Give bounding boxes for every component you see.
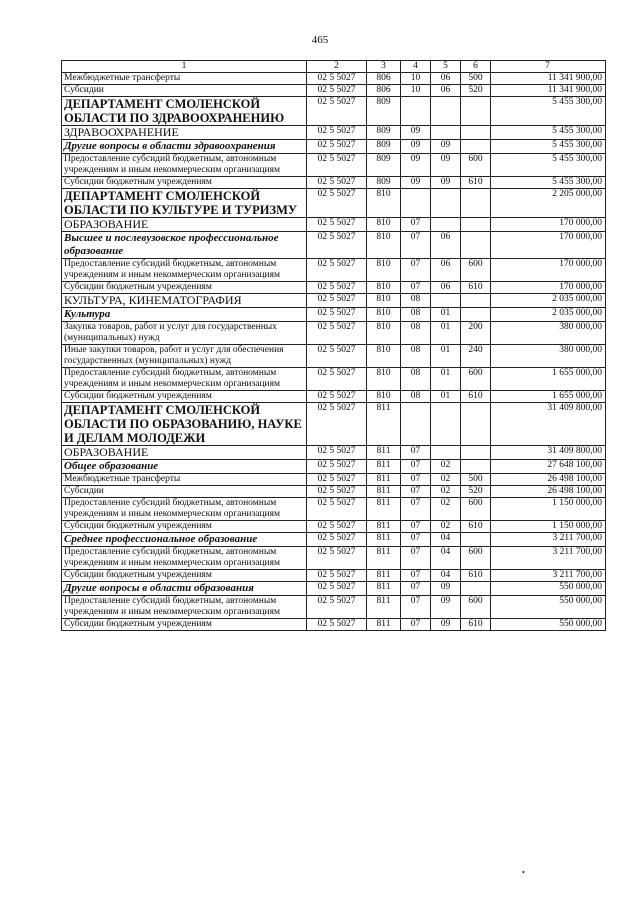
table-header-row — [62, 61, 606, 73]
column-header: 4 — [401, 61, 431, 73]
table-row — [62, 126, 606, 140]
amount: 380 000,00 — [491, 345, 606, 368]
table-row — [62, 486, 606, 498]
subsection-code: 09 — [431, 582, 461, 596]
row-name: Предоставление субсидий бюджетным, автономным учреждениям и иным некоммерческим организациям — [62, 596, 307, 619]
subsection-code: 01 — [431, 308, 461, 322]
table-row — [62, 189, 606, 218]
table-row — [62, 596, 606, 619]
section-code: 09 — [401, 177, 431, 189]
expense-type-code: 610 — [461, 282, 491, 294]
table-row — [62, 498, 606, 521]
subsection-code — [431, 97, 461, 126]
section-code — [401, 403, 431, 446]
amount: 2 035 000,00 — [491, 308, 606, 322]
expense-type-code: 600 — [461, 547, 491, 570]
ministry-code: 811 — [367, 596, 401, 619]
column-header: 7 — [491, 61, 606, 73]
expense-type-code: 610 — [461, 570, 491, 582]
section-code: 07 — [401, 570, 431, 582]
expense-type-code: 500 — [461, 474, 491, 486]
amount: 31 409 800,00 — [491, 403, 606, 446]
expense-type-code — [461, 126, 491, 140]
section-code: 08 — [401, 391, 431, 403]
program-code: 02 5 5027 — [307, 474, 367, 486]
row-name: Общее образование — [62, 460, 307, 474]
section-code: 08 — [401, 368, 431, 391]
subsection-code: 09 — [431, 140, 461, 154]
row-name: ДЕПАРТАМЕНТ СМОЛЕНСКОЙ ОБЛАСТИ ПО ОБРАЗОВАНИЮ, НАУКЕ И ДЕЛАМ МОЛОДЕЖИ — [62, 403, 307, 446]
expense-type-code — [461, 582, 491, 596]
amount: 26 498 100,00 — [491, 486, 606, 498]
program-code: 02 5 5027 — [307, 391, 367, 403]
expense-type-code: 610 — [461, 391, 491, 403]
section-code: 09 — [401, 126, 431, 140]
scan-mark: • — [522, 868, 525, 877]
expense-type-code: 600 — [461, 368, 491, 391]
program-code: 02 5 5027 — [307, 345, 367, 368]
subsection-code: 02 — [431, 521, 461, 533]
program-code: 02 5 5027 — [307, 308, 367, 322]
subsection-code: 01 — [431, 345, 461, 368]
section-code: 07 — [401, 498, 431, 521]
expense-type-code: 610 — [461, 619, 491, 631]
table-row — [62, 73, 606, 85]
program-code: 02 5 5027 — [307, 619, 367, 631]
expense-type-code — [461, 446, 491, 460]
ministry-code: 809 — [367, 154, 401, 177]
table-row — [62, 282, 606, 294]
section-code: 08 — [401, 308, 431, 322]
program-code: 02 5 5027 — [307, 177, 367, 189]
column-header: 3 — [367, 61, 401, 73]
program-code: 02 5 5027 — [307, 126, 367, 140]
section-code: 07 — [401, 474, 431, 486]
table-row — [62, 570, 606, 582]
subsection-code: 09 — [431, 177, 461, 189]
expense-type-code — [461, 189, 491, 218]
ministry-code: 810 — [367, 282, 401, 294]
ministry-code: 809 — [367, 177, 401, 189]
ministry-code: 810 — [367, 391, 401, 403]
amount: 550 000,00 — [491, 596, 606, 619]
table-row — [62, 85, 606, 97]
subsection-code: 04 — [431, 533, 461, 547]
subsection-code — [431, 446, 461, 460]
expense-type-code: 500 — [461, 73, 491, 85]
section-code: 07 — [401, 619, 431, 631]
expense-type-code — [461, 533, 491, 547]
row-name: Субсидии бюджетным учреждениям — [62, 570, 307, 582]
expense-type-code — [461, 403, 491, 446]
table-row — [62, 521, 606, 533]
amount: 5 455 300,00 — [491, 177, 606, 189]
subsection-code: 06 — [431, 259, 461, 282]
row-name: Субсидии бюджетным учреждениям — [62, 177, 307, 189]
row-name: ЗДРАВООХРАНЕНИЕ — [62, 126, 307, 140]
section-code: 07 — [401, 521, 431, 533]
subsection-code: 02 — [431, 486, 461, 498]
row-name: Иные закупки товаров, работ и услуг для обеспечения государственных (муниципальных) нужд — [62, 345, 307, 368]
program-code: 02 5 5027 — [307, 140, 367, 154]
row-name: Предоставление субсидий бюджетным, автономным учреждениям и иным некоммерческим организациям — [62, 154, 307, 177]
table-row — [62, 619, 606, 631]
ministry-code: 806 — [367, 85, 401, 97]
subsection-code: 06 — [431, 73, 461, 85]
subsection-code: 06 — [431, 282, 461, 294]
column-header: 5 — [431, 61, 461, 73]
row-name: Высшее и послевузовское профессиональное образование — [62, 232, 307, 259]
expense-type-code: 520 — [461, 85, 491, 97]
ministry-code: 810 — [367, 218, 401, 232]
ministry-code: 811 — [367, 570, 401, 582]
amount: 3 211 700,00 — [491, 547, 606, 570]
subsection-code — [431, 294, 461, 308]
section-code: 10 — [401, 85, 431, 97]
program-code: 02 5 5027 — [307, 498, 367, 521]
program-code: 02 5 5027 — [307, 368, 367, 391]
table-row — [62, 460, 606, 474]
ministry-code: 810 — [367, 189, 401, 218]
ministry-code: 809 — [367, 126, 401, 140]
ministry-code: 811 — [367, 403, 401, 446]
row-name: ОБРАЗОВАНИЕ — [62, 218, 307, 232]
ministry-code: 811 — [367, 486, 401, 498]
subsection-code: 09 — [431, 154, 461, 177]
program-code: 02 5 5027 — [307, 322, 367, 345]
subsection-code: 01 — [431, 322, 461, 345]
section-code: 07 — [401, 446, 431, 460]
amount: 3 211 700,00 — [491, 533, 606, 547]
row-name: ОБРАЗОВАНИЕ — [62, 446, 307, 460]
program-code: 02 5 5027 — [307, 218, 367, 232]
table-row — [62, 97, 606, 126]
amount: 550 000,00 — [491, 619, 606, 631]
amount: 170 000,00 — [491, 232, 606, 259]
ministry-code: 811 — [367, 619, 401, 631]
ministry-code: 811 — [367, 547, 401, 570]
row-name: Предоставление субсидий бюджетным, автономным учреждениям и иным некоммерческим организациям — [62, 547, 307, 570]
subsection-code: 06 — [431, 232, 461, 259]
program-code: 02 5 5027 — [307, 282, 367, 294]
program-code: 02 5 5027 — [307, 154, 367, 177]
program-code: 02 5 5027 — [307, 521, 367, 533]
row-name: Закупка товаров, работ и услуг для государственных (муниципальных) нужд — [62, 322, 307, 345]
ministry-code: 810 — [367, 259, 401, 282]
subsection-code — [431, 403, 461, 446]
subsection-code: 01 — [431, 368, 461, 391]
page-number: 465 — [311, 34, 329, 46]
ministry-code: 811 — [367, 498, 401, 521]
amount: 5 455 300,00 — [491, 97, 606, 126]
table-row — [62, 322, 606, 345]
amount: 11 341 900,00 — [491, 73, 606, 85]
program-code: 02 5 5027 — [307, 73, 367, 85]
expense-type-code: 200 — [461, 322, 491, 345]
program-code: 02 5 5027 — [307, 547, 367, 570]
program-code: 02 5 5027 — [307, 97, 367, 126]
table-row — [62, 154, 606, 177]
program-code: 02 5 5027 — [307, 259, 367, 282]
row-name: Предоставление субсидий бюджетным, автономным учреждениям и иным некоммерческим организациям — [62, 368, 307, 391]
amount: 1 655 000,00 — [491, 391, 606, 403]
amount: 2 205 000,00 — [491, 189, 606, 218]
amount: 31 409 800,00 — [491, 446, 606, 460]
section-code: 07 — [401, 486, 431, 498]
amount: 5 455 300,00 — [491, 154, 606, 177]
subsection-code: 02 — [431, 460, 461, 474]
expense-type-code: 610 — [461, 177, 491, 189]
table-row — [62, 308, 606, 322]
amount: 27 648 100,00 — [491, 460, 606, 474]
section-code: 07 — [401, 460, 431, 474]
table-row — [62, 368, 606, 391]
expense-type-code: 520 — [461, 486, 491, 498]
section-code: 07 — [401, 259, 431, 282]
program-code: 02 5 5027 — [307, 85, 367, 97]
section-code: 09 — [401, 140, 431, 154]
table-row — [62, 294, 606, 308]
program-code: 02 5 5027 — [307, 486, 367, 498]
table-row — [62, 446, 606, 460]
ministry-code: 811 — [367, 582, 401, 596]
ministry-code: 809 — [367, 97, 401, 126]
row-name: Среднее профессиональное образование — [62, 533, 307, 547]
table-row — [62, 232, 606, 259]
section-code: 07 — [401, 547, 431, 570]
section-code: 10 — [401, 73, 431, 85]
amount: 5 455 300,00 — [491, 126, 606, 140]
section-code: 07 — [401, 232, 431, 259]
ministry-code: 811 — [367, 533, 401, 547]
table-row — [62, 177, 606, 189]
program-code: 02 5 5027 — [307, 446, 367, 460]
row-name: Предоставление субсидий бюджетным, автономным учреждениям и иным некоммерческим организациям — [62, 259, 307, 282]
section-code: 07 — [401, 533, 431, 547]
budget-table — [61, 60, 606, 631]
subsection-code — [431, 126, 461, 140]
ministry-code: 810 — [367, 308, 401, 322]
section-code — [401, 97, 431, 126]
amount: 170 000,00 — [491, 282, 606, 294]
ministry-code: 811 — [367, 460, 401, 474]
expense-type-code: 610 — [461, 521, 491, 533]
ministry-code: 810 — [367, 294, 401, 308]
row-name: Межбюджетные трансферты — [62, 73, 307, 85]
table-row — [62, 582, 606, 596]
program-code: 02 5 5027 — [307, 533, 367, 547]
section-code: 07 — [401, 218, 431, 232]
row-name: Субсидии — [62, 85, 307, 97]
amount: 550 000,00 — [491, 582, 606, 596]
subsection-code: 09 — [431, 596, 461, 619]
subsection-code: 01 — [431, 391, 461, 403]
table-row — [62, 218, 606, 232]
amount: 380 000,00 — [491, 322, 606, 345]
amount: 1 150 000,00 — [491, 498, 606, 521]
row-name: ДЕПАРТАМЕНТ СМОЛЕНСКОЙ ОБЛАСТИ ПО КУЛЬТУРЕ И ТУРИЗМУ — [62, 189, 307, 218]
table-row — [62, 533, 606, 547]
column-header: 2 — [307, 61, 367, 73]
table-row — [62, 391, 606, 403]
amount: 5 455 300,00 — [491, 140, 606, 154]
row-name: Субсидии бюджетным учреждениям — [62, 521, 307, 533]
table-row — [62, 474, 606, 486]
expense-type-code — [461, 308, 491, 322]
ministry-code: 810 — [367, 232, 401, 259]
row-name: Субсидии бюджетным учреждениям — [62, 282, 307, 294]
expense-type-code — [461, 460, 491, 474]
section-code: 08 — [401, 322, 431, 345]
subsection-code: 06 — [431, 85, 461, 97]
amount: 1 655 000,00 — [491, 368, 606, 391]
subsection-code: 04 — [431, 547, 461, 570]
program-code: 02 5 5027 — [307, 294, 367, 308]
row-name: ДЕПАРТАМЕНТ СМОЛЕНСКОЙ ОБЛАСТИ ПО ЗДРАВООХРАНЕНИЮ — [62, 97, 307, 126]
ministry-code: 811 — [367, 474, 401, 486]
ministry-code: 811 — [367, 521, 401, 533]
expense-type-code — [461, 294, 491, 308]
expense-type-code — [461, 140, 491, 154]
row-name: Субсидии бюджетным учреждениям — [62, 391, 307, 403]
amount: 170 000,00 — [491, 218, 606, 232]
row-name: Другие вопросы в области здравоохранения — [62, 140, 307, 154]
section-code: 07 — [401, 596, 431, 619]
amount: 11 341 900,00 — [491, 85, 606, 97]
row-name: Предоставление субсидий бюджетным, автономным учреждениям и иным некоммерческим организациям — [62, 498, 307, 521]
section-code: 09 — [401, 154, 431, 177]
ministry-code: 810 — [367, 345, 401, 368]
subsection-code: 04 — [431, 570, 461, 582]
program-code: 02 5 5027 — [307, 460, 367, 474]
program-code: 02 5 5027 — [307, 189, 367, 218]
section-code: 07 — [401, 582, 431, 596]
ministry-code: 809 — [367, 140, 401, 154]
row-name: Культура — [62, 308, 307, 322]
row-name: Другие вопросы в области образования — [62, 582, 307, 596]
program-code: 02 5 5027 — [307, 570, 367, 582]
expense-type-code — [461, 232, 491, 259]
subsection-code — [431, 218, 461, 232]
program-code: 02 5 5027 — [307, 232, 367, 259]
amount: 26 498 100,00 — [491, 474, 606, 486]
section-code: 08 — [401, 345, 431, 368]
table-row — [62, 140, 606, 154]
row-name: Межбюджетные трансферты — [62, 474, 307, 486]
expense-type-code: 600 — [461, 498, 491, 521]
program-code: 02 5 5027 — [307, 582, 367, 596]
table-row — [62, 345, 606, 368]
subsection-code — [431, 189, 461, 218]
subsection-code: 09 — [431, 619, 461, 631]
table-body — [62, 73, 606, 631]
section-code: 08 — [401, 294, 431, 308]
expense-type-code — [461, 218, 491, 232]
ministry-code: 806 — [367, 73, 401, 85]
table-row — [62, 259, 606, 282]
subsection-code: 02 — [431, 474, 461, 486]
table-row — [62, 547, 606, 570]
ministry-code: 810 — [367, 368, 401, 391]
table-row — [62, 403, 606, 446]
amount: 1 150 000,00 — [491, 521, 606, 533]
section-code — [401, 189, 431, 218]
row-name: Субсидии — [62, 486, 307, 498]
section-code: 07 — [401, 282, 431, 294]
column-header: 6 — [461, 61, 491, 73]
expense-type-code: 240 — [461, 345, 491, 368]
expense-type-code: 600 — [461, 596, 491, 619]
row-name: КУЛЬТУРА, КИНЕМАТОГРАФИЯ — [62, 294, 307, 308]
expense-type-code — [461, 97, 491, 126]
amount: 2 035 000,00 — [491, 294, 606, 308]
program-code: 02 5 5027 — [307, 403, 367, 446]
subsection-code: 02 — [431, 498, 461, 521]
ministry-code: 811 — [367, 446, 401, 460]
expense-type-code: 600 — [461, 259, 491, 282]
amount: 170 000,00 — [491, 259, 606, 282]
expense-type-code: 600 — [461, 154, 491, 177]
ministry-code: 810 — [367, 322, 401, 345]
column-header: 1 — [62, 61, 307, 73]
program-code: 02 5 5027 — [307, 596, 367, 619]
amount: 3 211 700,00 — [491, 570, 606, 582]
row-name: Субсидии бюджетным учреждениям — [62, 619, 307, 631]
